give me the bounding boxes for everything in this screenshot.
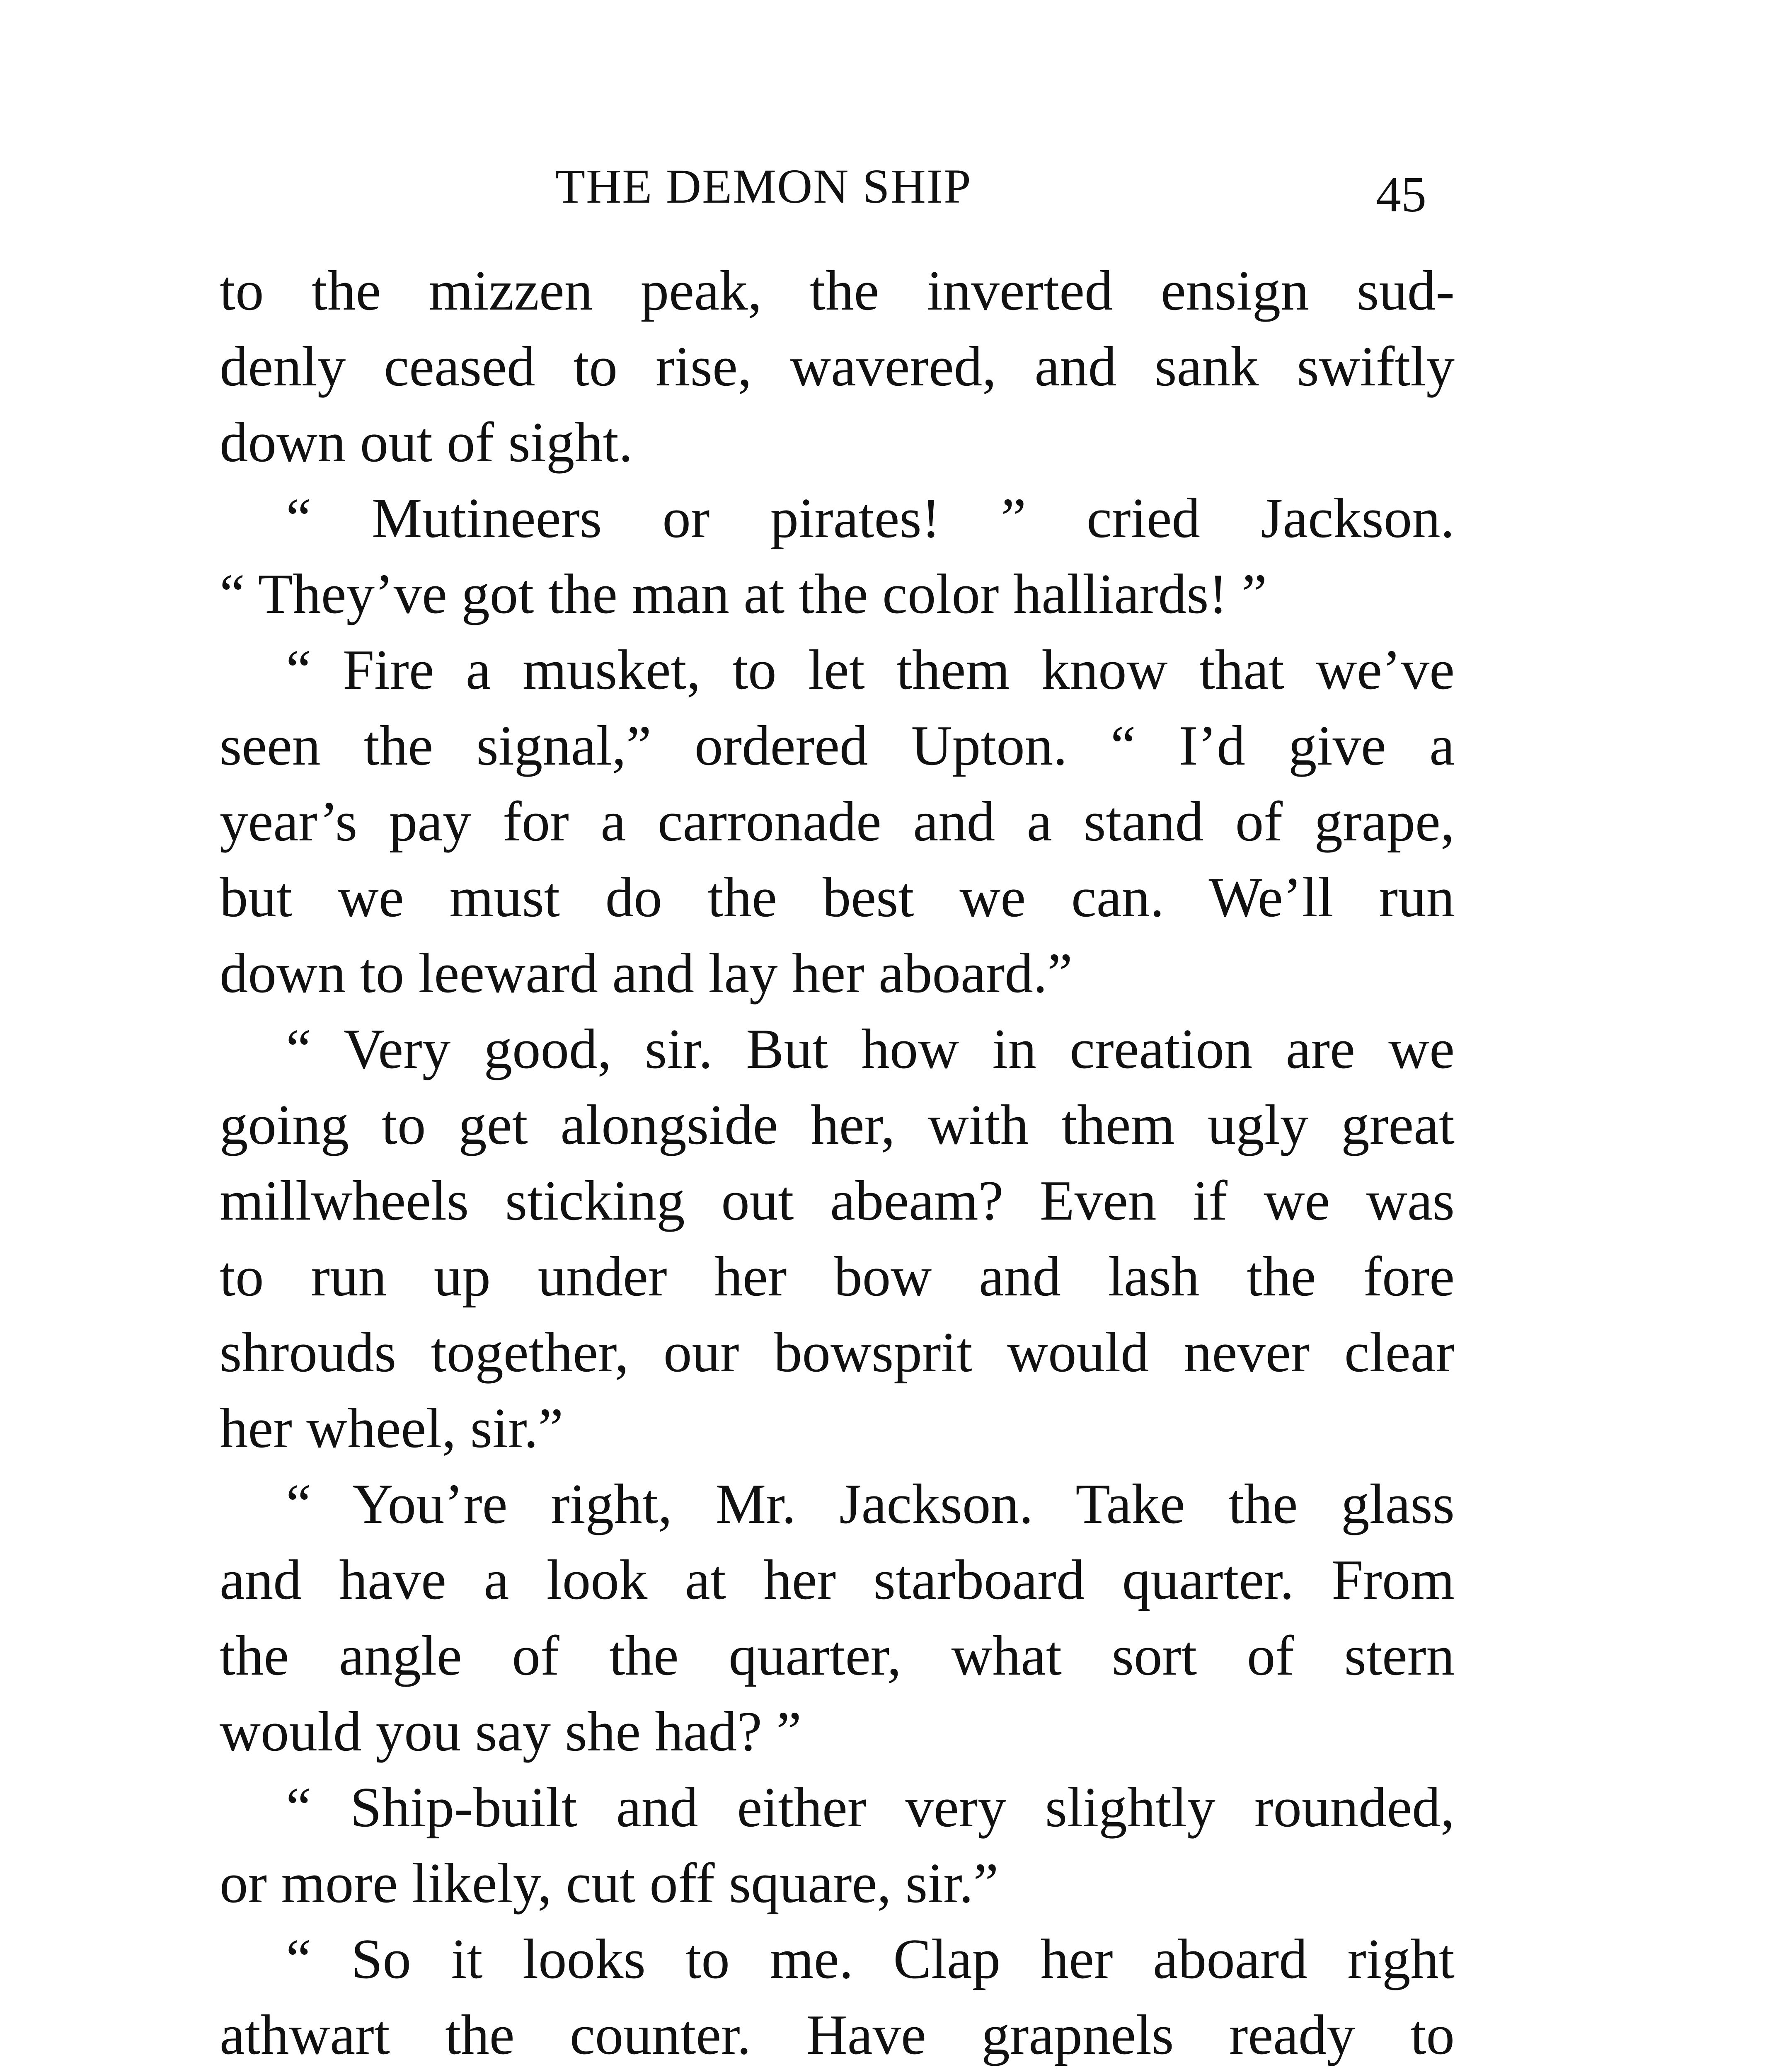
page-number: 45 [1376, 167, 1426, 223]
text-line: “ Very good, sir. But how in creation are we [286, 1017, 1455, 1080]
text-line: year’s pay for a carronade and a stand of grape, [220, 790, 1455, 853]
text-line: going to get alongside her, with them ugly great [220, 1093, 1455, 1156]
text-line: “ They’ve got the man at the color halliards! ” [220, 562, 1267, 625]
text-line: to run up under her bow and lash the fore [220, 1245, 1455, 1308]
text-line: down to leeward and lay her aboard.” [220, 942, 1073, 1005]
running-head [220, 157, 1463, 223]
text-line: “ So it looks to me. Clap her aboard right [286, 1927, 1455, 1990]
text-line: the angle of the quarter, what sort of stern [220, 1624, 1455, 1687]
text-line: denly ceased to rise, wavered, and sank swiftly [220, 335, 1455, 398]
text-line: seen the signal,” ordered Upton. “ I’d give a [220, 714, 1455, 777]
text-line: to the mizzen peak, the inverted ensign sud- [220, 259, 1455, 322]
text-line: but we must do the best we can. We’ll run [220, 866, 1455, 929]
text-line: or more likely, cut off square, sir.” [220, 1852, 999, 1915]
text-line: and have a look at her starboard quarter. From [220, 1548, 1455, 1611]
text-line: “ Mutineers or pirates! ” cried Jackson. [286, 487, 1455, 549]
text-line: millwheels sticking out abeam? Even if we was [220, 1169, 1455, 1232]
running-title: THE DEMON SHIP [555, 159, 972, 213]
text-line: would you say she had? ” [220, 1700, 801, 1763]
text-line: shrouds together, our bowsprit would never clear [220, 1321, 1455, 1384]
text-line: down out of sight. [220, 411, 633, 474]
body-text [220, 253, 1455, 2072]
text-line: athwart the counter. Have grapnels ready to [220, 2003, 1455, 2066]
text-line: “ Fire a musket, to let them know that we’ve [286, 638, 1455, 701]
text-line: “ Ship-built and either very slightly rounded, [286, 1776, 1455, 1839]
text-line: “ You’re right, Mr. Jackson. Take the glass [286, 1472, 1455, 1535]
text-line: her wheel, sir.” [220, 1397, 564, 1460]
